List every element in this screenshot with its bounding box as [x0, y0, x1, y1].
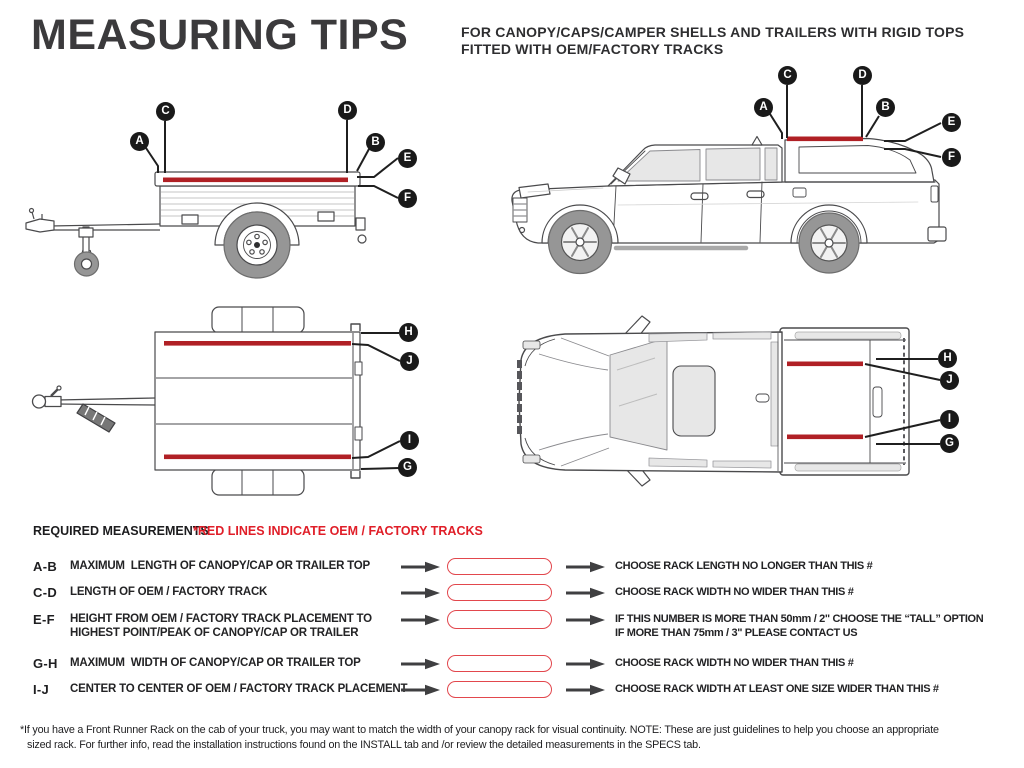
badge-b-truck-side: B: [876, 98, 895, 117]
measurement-id: C-D: [33, 585, 58, 600]
badge-e-trailer-side: E: [398, 149, 417, 168]
arrow-right-icon: [565, 561, 605, 573]
arrow-right-icon: [400, 587, 440, 599]
measurement-description: MAXIMUM WIDTH OF CANOPY/CAP OR TRAILER TOP: [70, 657, 361, 669]
measurement-description: MAXIMUM LENGTH OF CANOPY/CAP OR TRAILER TOP: [70, 560, 371, 572]
measurement-description: HEIGHT FROM OEM / FACTORY TRACK PLACEMENT TO HIGHEST POINT/PEAK OF CANOPY/CAP OR TRAILER: [70, 613, 372, 639]
badge-f-truck-side: F: [942, 148, 961, 167]
page-title: MEASURING TIPS: [31, 11, 409, 59]
badge-f-trailer-side: F: [398, 189, 417, 208]
badge-c-trailer-side: C: [156, 102, 175, 121]
arrow-right-icon: [400, 658, 440, 670]
guidance-text: CHOOSE RACK LENGTH NO LONGER THAN THIS #: [615, 560, 873, 572]
badge-a-truck-side: A: [754, 98, 773, 117]
measurement-row-ij: [33, 683, 939, 698]
badge-b-trailer-side: B: [366, 133, 385, 152]
trailer-top-view-drawing: [25, 298, 460, 498]
arrow-right-icon: [565, 658, 605, 670]
red-lines-legend-note: *RED LINES INDICATE OEM / FACTORY TRACKS: [193, 524, 483, 538]
arrow-right-icon: [565, 614, 605, 626]
badge-h-trailer-top: H: [399, 323, 418, 342]
badge-c-truck-side: C: [778, 66, 797, 85]
badge-d-trailer-side: D: [338, 101, 357, 120]
arrow-right-icon: [400, 561, 440, 573]
guidance-text: IF THIS NUMBER IS MORE THAN 50mm / 2" CHOOSE THE “TALL” OPTION IF MORE THAN 75mm / 3" PLEASE CONTACT US: [615, 613, 984, 639]
page-subtitle: [461, 24, 964, 57]
badge-a-trailer-side: A: [130, 132, 149, 151]
measurement-input-field: [447, 584, 552, 601]
measurement-id: I-J: [33, 682, 50, 697]
measurement-input-field: [447, 681, 552, 698]
badge-h-truck-top: H: [938, 349, 957, 368]
badge-i-truck-top: I: [940, 410, 959, 429]
measurement-id: G-H: [33, 656, 58, 671]
measurement-input-field: [447, 558, 552, 575]
footnote-line-2: sized rack. For further info, read the installation instructions found on the INSTALL tab and /or review the detailed measurements in the SPECS tab.: [27, 738, 701, 751]
subtitle-line-1: FOR CANOPY/CAPS/CAMPER SHELLS AND TRAILERS WITH RIGID TOPS: [461, 24, 965, 40]
badge-j-truck-top: J: [940, 371, 959, 390]
measurement-input-field: [447, 610, 552, 629]
trailer-side-view-drawing: [20, 82, 460, 302]
measurement-input-field: [447, 655, 552, 672]
subtitle-line-2: FITTED WITH OEM/FACTORY TRACKS: [461, 40, 724, 57]
measurement-description: LENGTH OF OEM / FACTORY TRACK: [70, 586, 268, 598]
badge-e-truck-side: E: [942, 113, 961, 132]
truck-canopy-top-view-drawing: [505, 308, 950, 500]
measurement-row-ef: [33, 613, 983, 641]
section-title: REQUIRED MEASUREMENTS: [33, 524, 209, 538]
arrow-right-icon: [400, 614, 440, 626]
guidance-text: CHOOSE RACK WIDTH AT LEAST ONE SIZE WIDER THAN THIS #: [615, 683, 939, 695]
footnote: [20, 723, 939, 752]
measurement-row-ab: [33, 560, 872, 575]
guidance-text: CHOOSE RACK WIDTH NO WIDER THAN THIS #: [615, 657, 854, 669]
guidance-text: CHOOSE RACK WIDTH NO WIDER THAN THIS #: [615, 586, 854, 598]
measurement-description: CENTER TO CENTER OF OEM / FACTORY TRACK PLACEMENT: [70, 683, 408, 695]
badge-d-truck-side: D: [853, 66, 872, 85]
measurement-row-cd: [33, 586, 853, 601]
badge-g-truck-top: G: [940, 434, 959, 453]
measurement-row-gh: [33, 657, 853, 672]
badge-g-trailer-top: G: [398, 458, 417, 477]
arrow-right-icon: [565, 587, 605, 599]
measurement-id: E-F: [33, 612, 55, 627]
measurement-id: A-B: [33, 559, 58, 574]
badge-j-trailer-top: J: [400, 352, 419, 371]
arrow-right-icon: [400, 684, 440, 696]
footnote-line-1: *If you have a Front Runner Rack on the cab of your truck, you may want to match the width of your canopy rack for visual continuity. NOTE: These are just guidelines to help you choose an appropriate: [20, 724, 939, 736]
badge-i-trailer-top: I: [400, 431, 419, 450]
arrow-right-icon: [565, 684, 605, 696]
